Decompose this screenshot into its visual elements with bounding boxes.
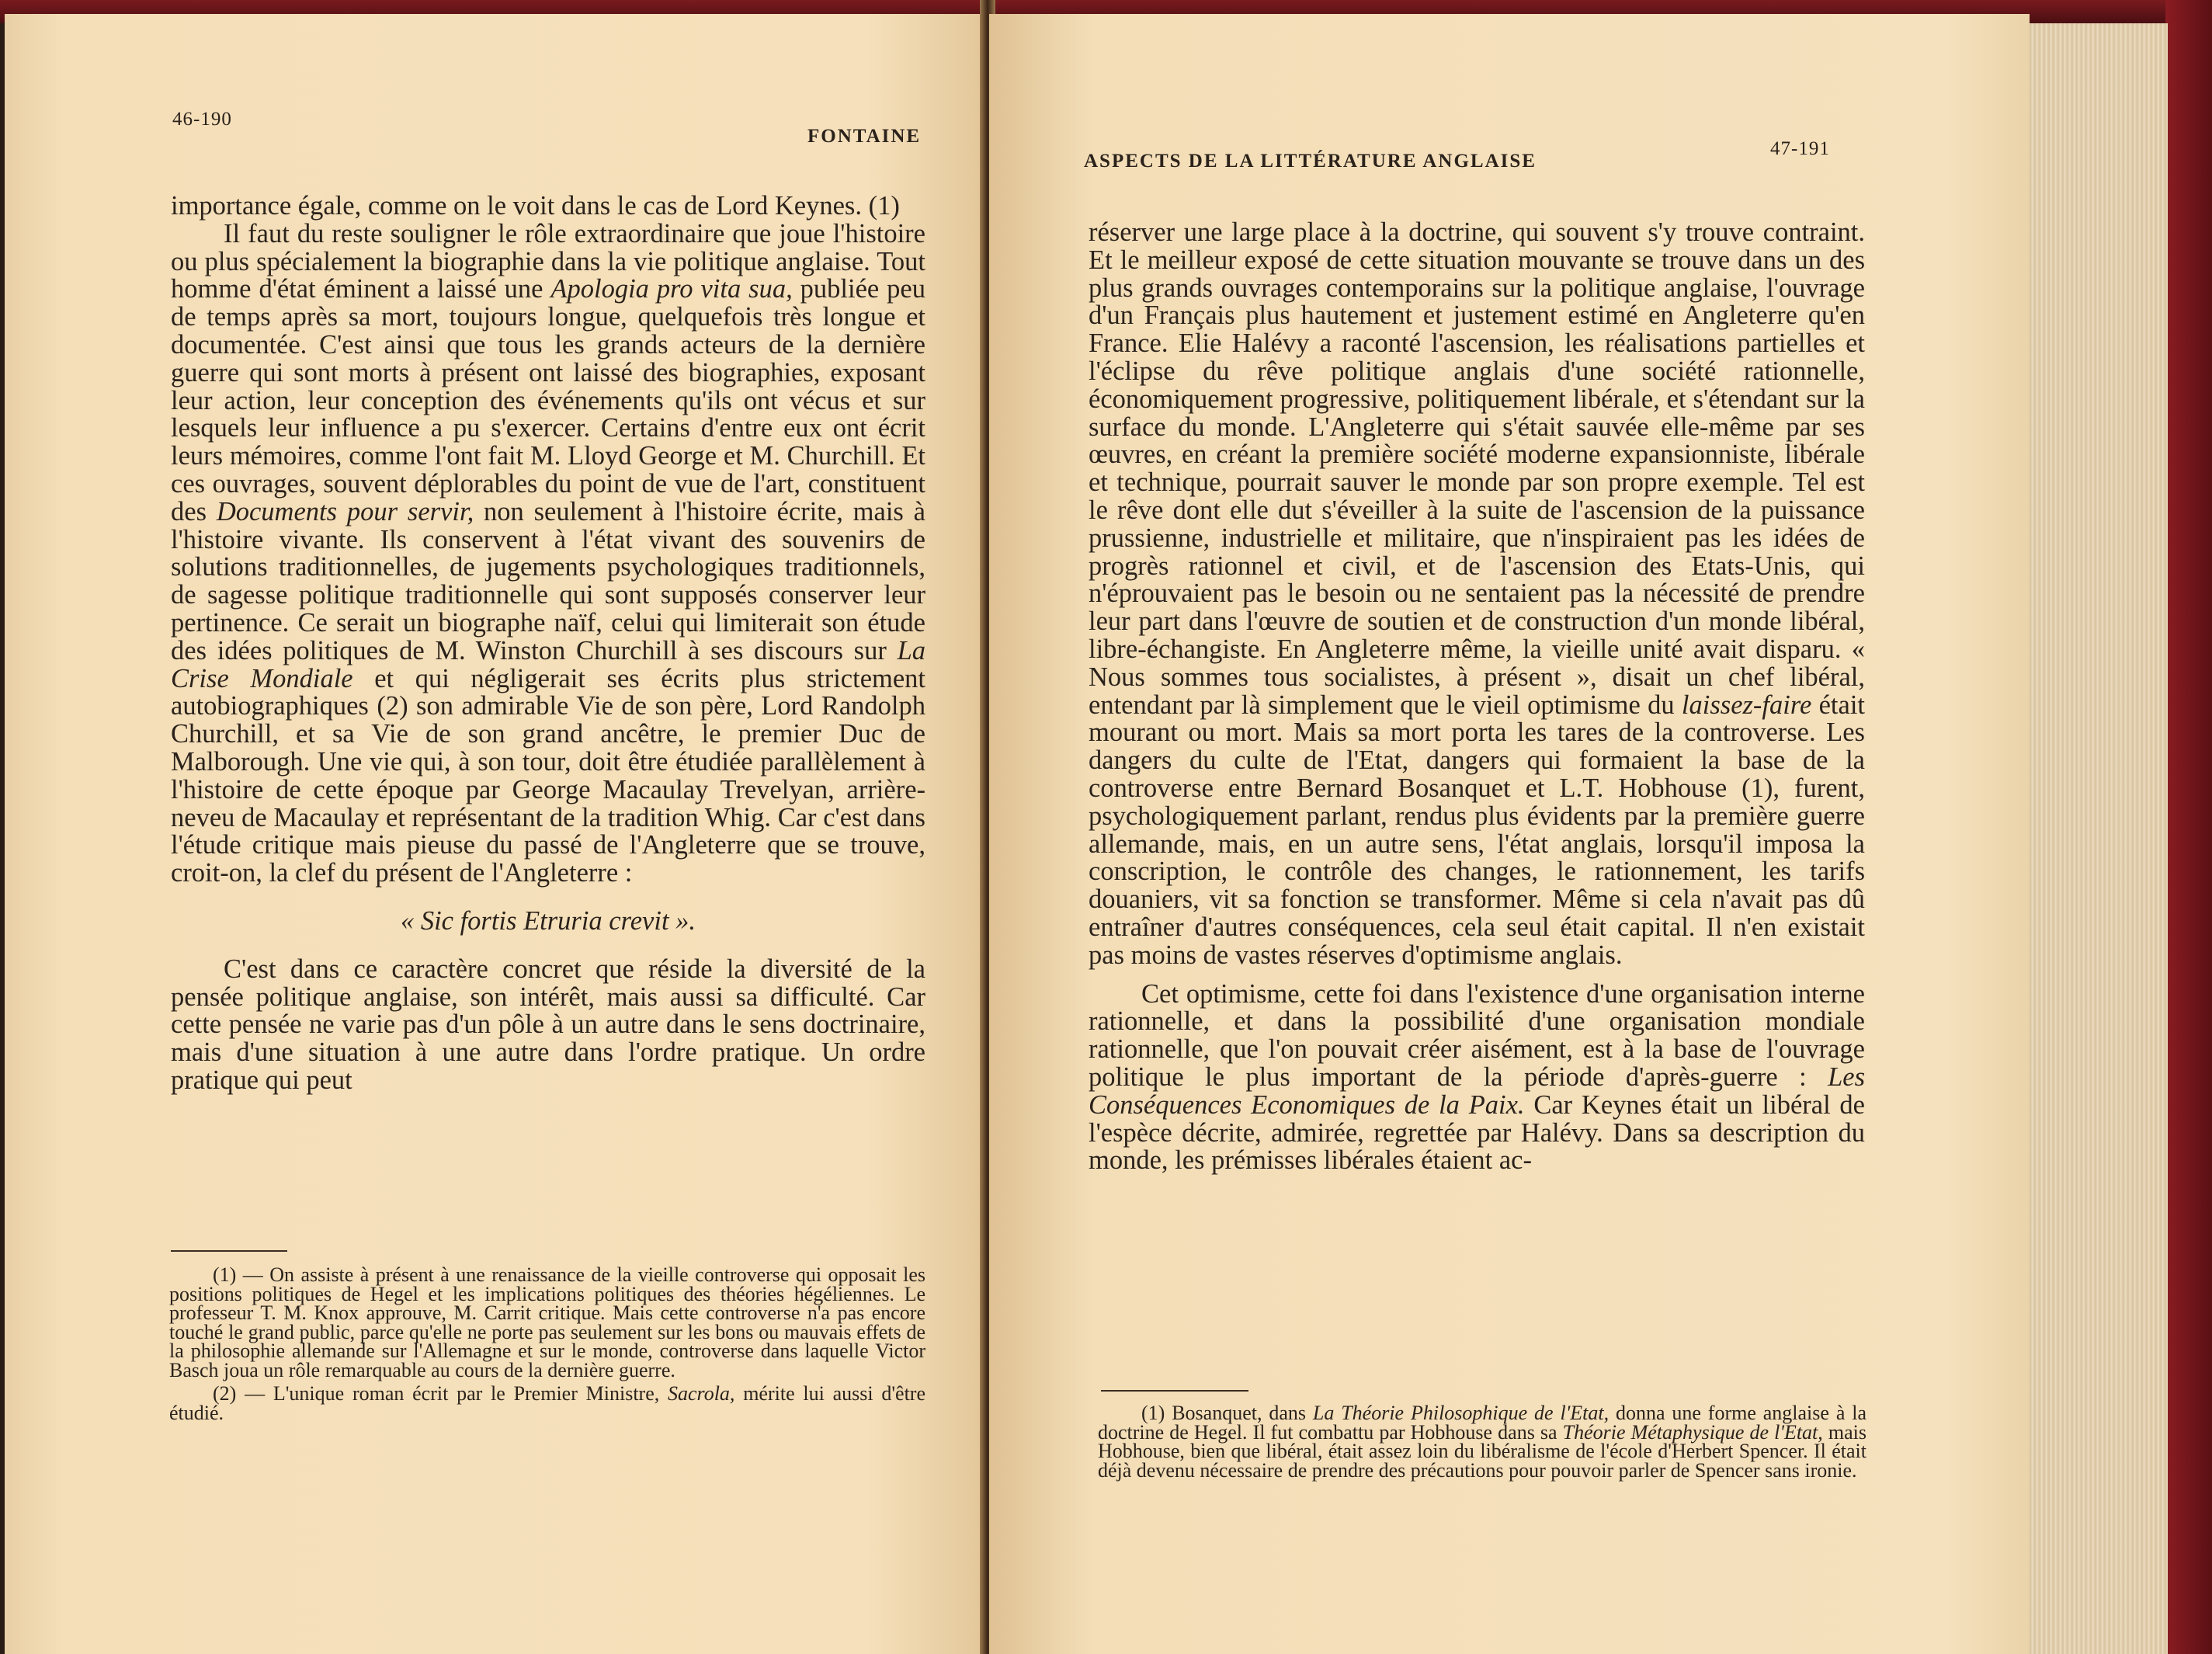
right-body-text <box>1089 219 1865 1175</box>
left-page-number: 46-190 <box>172 109 232 130</box>
left-footnotes <box>169 1263 925 1424</box>
right-page-number: 47-191 <box>1770 138 1830 159</box>
book-cover-right <box>2165 0 2212 1654</box>
left-paragraph-1: importance égale, comme on le voit dans le cas de Lord Keynes. (1) <box>171 191 900 221</box>
page-edges <box>2026 23 2168 1654</box>
left-page <box>5 14 984 1654</box>
right-footnote-1: (1) Bosanquet, dans La Théorie Philosophique de l'Etat, donna une forme anglaise à la doctrine de Hegel. Il fut combattu par Hobhouse dans sa Théorie Métaphysique de l'Etat, mais Hobhouse, bien que libéral, était assez loin du libéralisme de l'école d'Herbert Spencer. Il était déjà devenu nécessaire de prendre des précautions pour pouvoir parler de Spencer sans ironie. <box>1098 1402 1866 1482</box>
right-running-head: ASPECTS DE LA LITTÉRATURE ANGLAISE <box>1084 151 1537 172</box>
right-page <box>989 14 2030 1654</box>
right-paragraph-2: Cet optimisme, cette foi dans l'existence d'une organisation interne rationnelle, et dans la possibilité d'une organisation mondiale rationnelle, que l'on pouvait créer aisément, est à la base de l'ouvrage politique le plus important de la période d'après-guerre : Les Conséquences Economiques de la Paix. Car Keynes était un libéral de l'espèce décrite, admirée, regrettée par Halévy. Dans sa description du monde, les prémisses libérales étaient ac- <box>1089 978 1865 1176</box>
right-footnote-rule <box>1101 1390 1248 1392</box>
left-paragraph-2: Il faut du reste souligner le rôle extraordinaire que joue l'histoire ou plus spécialement la biographie dans la vie politique anglaise. Tout homme d'état éminent a laissé une Apologia pro vita sua, publiée peu de temps après sa mort, toujours longue, quelquefois très longue et documentée. C'est ainsi que tous les grands acteurs de la dernière guerre qui sont morts à présent ont laissé des biographies, exposant leur action, leur conception des événements qu'ils ont vécus et sur lesquels leur influence a pu s'exercer. Certains d'entre eux ont écrit leurs mémoires, comme l'ont fait M. Lloyd George et M. Churchill. Et ces ouvrages, souvent déplorables du point de vue de l'art, constituent des Documents pour servir, non seulement à l'histoire écrite, mais à l'histoire vivante. Ils conservent à l'état vivant des souvenirs de solutions traditionnelles, de jugements psychologiques traditionnels, de sagesse politique traditionnelle qui sont supposés conserver leur pertinence. Ce serait un biographe naïf, celui qui limiterait son étude des idées politiques de M. Winston Churchill à ses discours sur La Crise Mondiale et qui négligerait ses écrits plus strictement autobiographiques (2) son admirable Vie de son père, Lord Randolph Churchill, et sa Vie de son grand ancêtre, le premier Duc de Malborough. Une vie qui, à son tour, doit être étudiée parallèlement à l'histoire de cette époque par George Macaulay Trevelyan, arrière-neveu de Macaulay et représentant de la tradition Whig. Car c'est dans l'étude critique mais pieuse du passé de l'Angleterre que se trouve, croit-on, la clef du présent de l'Angleterre : <box>171 218 925 888</box>
latin-motto: « Sic fortis Etruria crevit ». <box>400 905 696 936</box>
left-running-head: FONTAINE <box>807 126 922 147</box>
left-body-text <box>171 193 925 1095</box>
left-footnote-2: (2) — L'unique roman écrit par le Premier Ministre, Sacrola, mérite lui aussi d'être étudié. <box>169 1382 925 1424</box>
right-footnotes <box>1098 1404 1866 1480</box>
left-paragraph-3: C'est dans ce caractère concret que réside la diversité de la pensée politique anglaise, son intérêt, mais aussi sa difficulté. Car cette pensée ne varie pas d'un pôle à un autre dans le sens doctrinaire, mais d'une situation à une autre dans l'ordre pratique. Un ordre pratique qui peut <box>171 954 925 1095</box>
right-paragraph-1: réserver une large place à la doctrine, qui souvent s'y trouve contraint. Et le meilleur exposé de cette situation mouvante se trouve dans un des plus grands ouvrages contemporains sur la politique anglaise, l'ouvrage d'un Français plus hautement et justement estimé en Angleterre qu'en France. Elie Halévy a raconté l'ascension, les réalisations partielles et l'éclipse du rêve politique anglais d'une société rationnelle, économiquement progressive, politiquement libérale, et s'étendant sur la surface du monde. L'Angleterre qui s'était sauvée elle-même par ses œuvres, en créant la première société moderne expansionniste, libérale et technique, pourrait sauver le monde par son propre exemple. Tel est le rêve dont elle dut s'éveiller à la suite de l'ascension de la puissance prussienne, industrielle et militaire, que n'inspiraient pas les idées de progrès rationnel et civil, et de l'ascension des Etats-Unis, qui n'éprouvaient pas le besoin ou ne sentaient pas la nécessité de prendre leur part dans l'œuvre de soutien et de construction d'un monde libéral, libre-échangiste. En Angleterre même, la vieille unité avait disparu. « Nous sommes tous socialistes, à présent », disait un chef libéral, entendant par là simplement que le vieil optimisme du laissez-faire était mourant ou mort. Mais sa mort porta les tares de la controverse. Les dangers du culte de l'Etat, dangers qui formaient la base de la controverse entre Bernard Bosanquet et L.T. Hobhouse (1), furent, psychologiquement parlant, rendus plus évidents par la première guerre allemande, mais, en un autre sens, l'état anglais, lorsqu'il imposa la conscription, le contrôle des changes, le rationnement, les tarifs douaniers, vit sa fonction se transformer. Même si cela n'avait pas dû entraîner d'autres conséquences, cela seul était capital. Il n'en existait pas moins de vastes réserves d'optimisme anglais. <box>1089 217 1865 970</box>
left-footnote-rule <box>171 1250 287 1252</box>
left-footnote-1: (1) — On assiste à présent à une renaissance de la vieille controverse qui opposait les positions politiques de Hegel et les implications politiques des théories hégéliennes. Le professeur T. M. Knox approuve, M. Carrit critique. Mais cette controverse n'a pas encore touché le grand public, parce qu'elle ne porte pas seulement sur les bons ou mauvais effets de la philosophie allemande sur l'Allemagne et sur le monde, controverse dans laquelle Victor Basch joua un rôle remarquable au cours de la dernière guerre. <box>169 1263 925 1381</box>
